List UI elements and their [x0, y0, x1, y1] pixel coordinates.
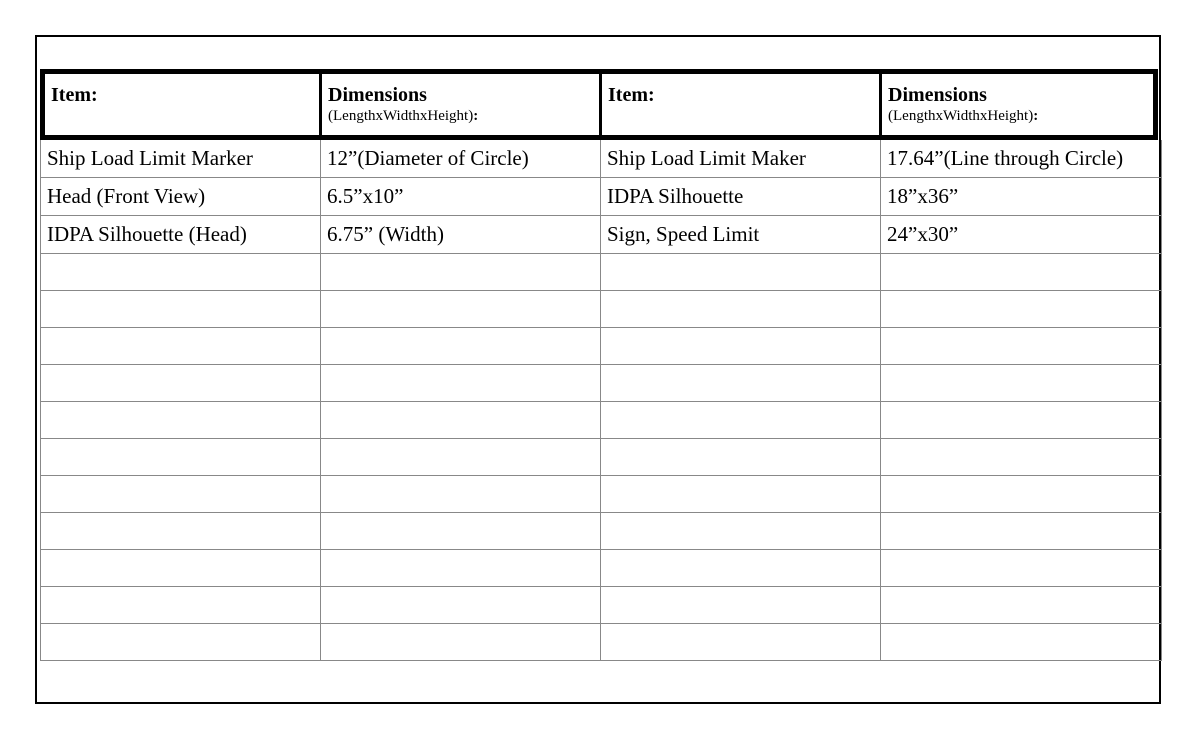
header-dimensions-1-title: Dimensions — [328, 84, 427, 106]
table-row — [41, 550, 1162, 587]
cell-item-right — [601, 587, 881, 624]
cell-dimensions-right: 24”x30” — [881, 216, 1162, 254]
cell-item-right — [601, 365, 881, 402]
cell-dimensions-right — [881, 476, 1162, 513]
header-dimensions-2 — [882, 74, 1153, 135]
cell-item-right: Ship Load Limit Maker — [601, 140, 881, 178]
cell-item-right — [601, 624, 881, 661]
header-item-1-title: Item: — [51, 84, 98, 106]
header-dimensions-2-sub-text: (LengthxWidthxHeight) — [888, 108, 1034, 124]
cell-dimensions-left — [321, 254, 601, 291]
cell-dimensions-left — [321, 476, 601, 513]
cell-dimensions-right — [881, 550, 1162, 587]
table-row — [41, 476, 1162, 513]
cell-dimensions-right: 18”x36” — [881, 178, 1162, 216]
cell-item-right — [601, 550, 881, 587]
cell-item-left — [41, 550, 321, 587]
cell-dimensions-right — [881, 624, 1162, 661]
cell-item-left — [41, 513, 321, 550]
cell-item-right — [601, 328, 881, 365]
header-dimensions-1-subtitle — [328, 106, 599, 126]
table-row — [41, 439, 1162, 476]
table-row — [41, 216, 1162, 254]
cell-dimensions-right — [881, 587, 1162, 624]
cell-dimensions-left: 6.75” (Width) — [321, 216, 601, 254]
cell-dimensions-right — [881, 254, 1162, 291]
header-item-2-title: Item: — [608, 84, 655, 106]
header-dimensions-1 — [322, 74, 602, 135]
cell-item-left — [41, 254, 321, 291]
table-row — [41, 513, 1162, 550]
table-row — [41, 365, 1162, 402]
cell-dimensions-left — [321, 402, 601, 439]
header-item-2 — [602, 74, 882, 135]
table-row — [41, 291, 1162, 328]
cell-item-right — [601, 439, 881, 476]
cell-item-right — [601, 291, 881, 328]
header-dimensions-1-sub-text: (LengthxWidthxHeight) — [328, 108, 474, 124]
cell-dimensions-right — [881, 402, 1162, 439]
cell-dimensions-left — [321, 587, 601, 624]
cell-dimensions-left — [321, 365, 601, 402]
cell-item-left — [41, 476, 321, 513]
cell-dimensions-left — [321, 550, 601, 587]
table-body — [41, 140, 1162, 661]
cell-item-left — [41, 439, 321, 476]
cell-item-left — [41, 365, 321, 402]
cell-item-left: IDPA Silhouette (Head) — [41, 216, 321, 254]
cell-dimensions-left — [321, 328, 601, 365]
cell-item-right — [601, 254, 881, 291]
cell-item-left — [41, 402, 321, 439]
header-dimensions-2-colon: : — [1033, 108, 1039, 124]
cell-dimensions-left — [321, 513, 601, 550]
cell-dimensions-right: 17.64”(Line through Circle) — [881, 140, 1162, 178]
table-row — [41, 402, 1162, 439]
table-row — [41, 254, 1162, 291]
cell-dimensions-right — [881, 365, 1162, 402]
cell-item-left: Head (Front View) — [41, 178, 321, 216]
cell-dimensions-right — [881, 291, 1162, 328]
header-dimensions-1-colon: : — [473, 108, 479, 124]
cell-item-right: IDPA Silhouette — [601, 178, 881, 216]
table-row — [41, 178, 1162, 216]
header-dimensions-2-title: Dimensions — [888, 84, 987, 106]
dimensions-table — [40, 140, 1162, 661]
header-item-1 — [45, 74, 322, 135]
cell-dimensions-right — [881, 328, 1162, 365]
cell-item-right: Sign, Speed Limit — [601, 216, 881, 254]
cell-dimensions-left — [321, 291, 601, 328]
cell-item-right — [601, 476, 881, 513]
cell-dimensions-left — [321, 439, 601, 476]
cell-item-left — [41, 328, 321, 365]
cell-dimensions-left — [321, 624, 601, 661]
cell-item-left — [41, 291, 321, 328]
table-row — [41, 587, 1162, 624]
cell-item-left: Ship Load Limit Marker — [41, 140, 321, 178]
table-header-row — [40, 69, 1158, 140]
cell-dimensions-left: 6.5”x10” — [321, 178, 601, 216]
table-row — [41, 328, 1162, 365]
header-dimensions-2-subtitle — [888, 106, 1153, 126]
document-frame — [35, 35, 1161, 704]
cell-dimensions-left: 12”(Diameter of Circle) — [321, 140, 601, 178]
table-row — [41, 140, 1162, 178]
table-row — [41, 624, 1162, 661]
cell-item-right — [601, 513, 881, 550]
cell-item-right — [601, 402, 881, 439]
cell-dimensions-right — [881, 513, 1162, 550]
cell-item-left — [41, 624, 321, 661]
cell-item-left — [41, 587, 321, 624]
cell-dimensions-right — [881, 439, 1162, 476]
